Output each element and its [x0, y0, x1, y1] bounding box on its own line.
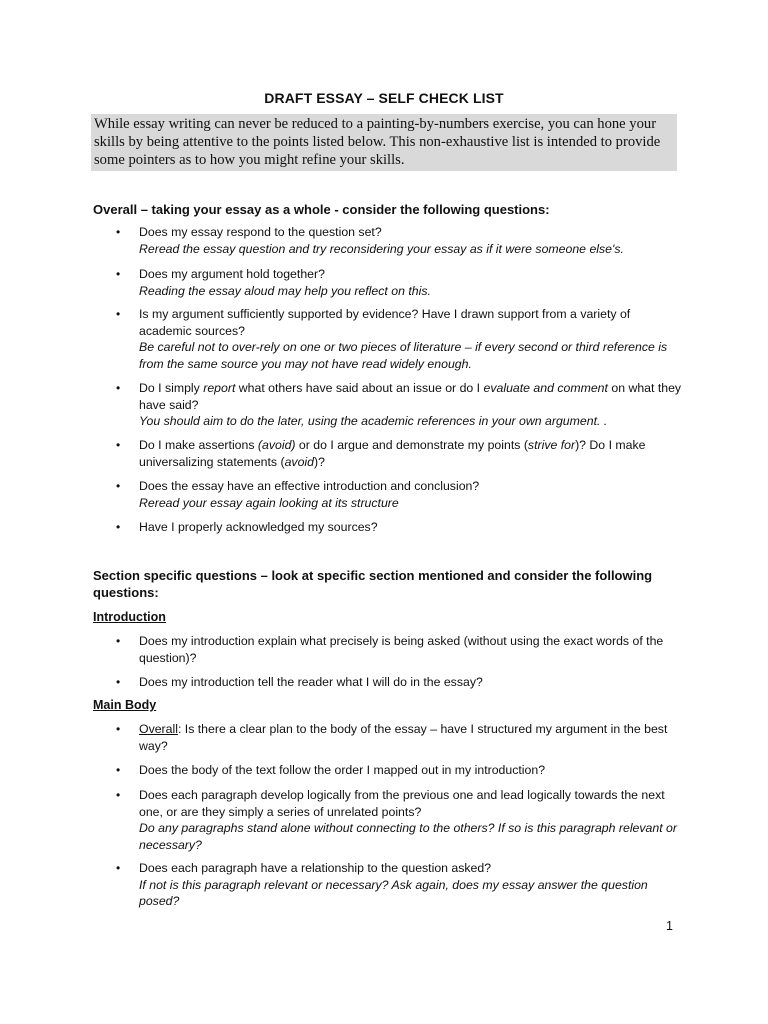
- main-body-item-2: [139, 762, 684, 779]
- question-text: Does my argument hold together?: [139, 267, 325, 281]
- main-body-subheading: Main Body: [93, 698, 157, 712]
- note-text: Reading the essay aloud may help you reflect on this.: [139, 283, 431, 298]
- bullet-icon: •: [116, 788, 121, 802]
- overall-item-3: [139, 306, 684, 372]
- page-number: 1: [666, 919, 673, 933]
- overall-heading: Overall – taking your essay as a whole - consider the following questions:: [93, 202, 550, 217]
- bullet-icon: •: [116, 307, 121, 321]
- note-text: If not is this paragraph relevant or necessary? Ask again, does my essay answer the question posed?: [139, 877, 648, 908]
- question-text: Do I make assertions (avoid) or do I argue and demonstrate my points (strive for)? Do I make universalizing statements (avoid)?: [139, 438, 646, 469]
- note-text: You should aim to do the later, using the academic references in your own argument. .: [139, 414, 608, 428]
- introduction-item-2: [139, 674, 684, 691]
- question-text: Do I simply report what others have said about an issue or do I evaluate and comment on what they have said?: [139, 381, 682, 412]
- main-body-item-3: [139, 787, 684, 853]
- bullet-icon: •: [116, 634, 121, 648]
- question-text: Overall: Is there a clear plan to the body of the essay – have I structured my argument in the best way?: [139, 722, 668, 753]
- question-text: Have I properly acknowledged my sources?: [139, 520, 378, 534]
- bullet-icon: •: [116, 479, 121, 493]
- bullet-icon: •: [116, 381, 121, 395]
- overall-item-7: [139, 519, 684, 536]
- introduction-subheading: Introduction: [93, 610, 166, 624]
- overall-item-1: [139, 224, 684, 257]
- bullet-icon: •: [116, 438, 121, 452]
- overall-item-5: [139, 437, 684, 470]
- section-heading: Section specific questions – look at specific section mentioned and consider the following questions:: [93, 568, 653, 600]
- question-text: Is my argument sufficiently supported by evidence? Have I drawn support from a variety of academic sources?: [139, 307, 631, 338]
- note-text: Reread the essay question and try reconsidering your essay as if it were someone else's.: [139, 241, 624, 256]
- bullet-icon: •: [116, 861, 121, 875]
- question-text: Does the essay have an effective introduction and conclusion?: [139, 479, 480, 493]
- overall-item-6: [139, 478, 684, 511]
- bullet-icon: •: [116, 520, 121, 534]
- bullet-icon: •: [116, 225, 121, 239]
- question-text: Does my introduction tell the reader what I will do in the essay?: [139, 675, 483, 689]
- introduction-item-1: [139, 633, 684, 666]
- overall-item-4: [139, 380, 684, 430]
- bullet-icon: •: [116, 267, 121, 281]
- document-title: DRAFT ESSAY – SELF CHECK LIST: [264, 90, 504, 106]
- bullet-icon: •: [116, 763, 121, 777]
- note-text: Be careful not to over-rely on one or two pieces of literature – if every second or third reference is from the same source you may not have read widely enough.: [139, 340, 668, 371]
- note-text: Reread your essay again looking at its structure: [139, 495, 399, 510]
- bullet-icon: •: [116, 675, 121, 689]
- main-body-item-4: [139, 860, 684, 910]
- question-text: Does each paragraph have a relationship to the question asked?: [139, 861, 492, 875]
- bullet-icon: •: [116, 722, 121, 736]
- intro-paragraph: While essay writing can never be reduced to a painting-by-numbers exercise, you can hone your skills by being attentive to the points listed below. This non-exhaustive list is intended to provide some pointers as to how you might refine your skills.: [91, 114, 677, 171]
- overall-lead: Overall: [139, 722, 178, 736]
- question-text: Does my introduction explain what precisely is being asked (without using the exact words of the question)?: [139, 634, 664, 665]
- question-text: Does each paragraph develop logically from the previous one and lead logically towards the next one, or are they simply a series of unrelated points?: [139, 788, 665, 819]
- question-text: Does my essay respond to the question set?: [139, 225, 382, 239]
- note-text: Do any paragraphs stand alone without connecting to the others? If so is this paragraph relevant or necessary?: [139, 821, 677, 852]
- overall-item-2: [139, 266, 684, 299]
- question-text: Does the body of the text follow the order I mapped out in my introduction?: [139, 763, 546, 777]
- main-body-item-1: [139, 721, 684, 754]
